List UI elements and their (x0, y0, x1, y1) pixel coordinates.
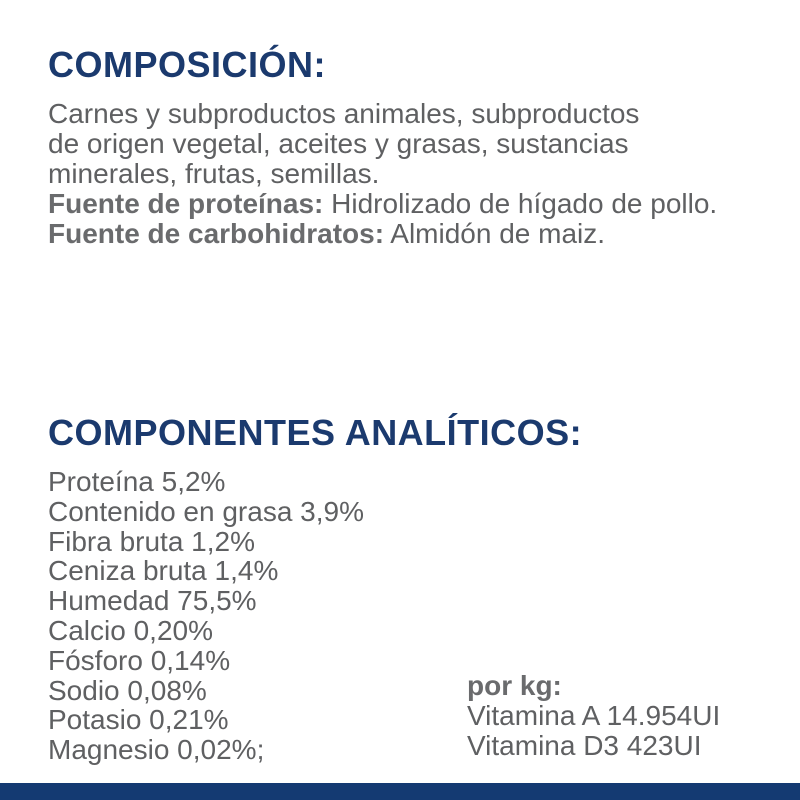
component-item: Fósforo 0,14% (48, 644, 231, 676)
composicion-line: de origen vegetal, aceites y grasas, sustancias (48, 128, 629, 159)
composicion-line: Carnes y subproductos animales, subproductos (48, 98, 640, 129)
component-item: Contenido en grasa 3,9% (48, 495, 364, 527)
bottom-accent-bar (0, 783, 800, 800)
vitamin-item: Vitamina D3 423UI (467, 730, 702, 761)
component-item: Ceniza bruta 1,4% (48, 555, 279, 587)
protein-source-line (48, 189, 717, 219)
per-kg-block (467, 671, 720, 761)
carb-source-label: Fuente de carbohidratos: (48, 218, 385, 249)
protein-source-value: Hidrolizado de hígado de pollo. (323, 188, 718, 219)
per-kg-label: por kg: (467, 670, 562, 701)
component-item: Fibra bruta 1,2% (48, 525, 255, 557)
carb-source-line (48, 219, 717, 249)
composicion-paragraph (48, 99, 717, 249)
component-item: Humedad 75,5% (48, 585, 257, 617)
component-item: Potasio 0,21% (48, 704, 229, 736)
carb-source-value: Almidón de maiz. (384, 218, 606, 249)
component-item: Sodio 0,08% (48, 674, 207, 706)
component-item: Proteína 5,2% (48, 466, 226, 497)
component-item: Calcio 0,20% (48, 614, 213, 646)
component-item: Magnesio 0,02%; (48, 734, 265, 766)
vitamin-item: Vitamina A 14.954UI (467, 700, 721, 731)
componentes-heading: COMPONENTES ANALÍTICOS: (48, 412, 583, 453)
componentes-list (48, 467, 364, 765)
composicion-line: minerales, frutas, semillas. (48, 158, 380, 189)
composicion-heading: COMPOSICIÓN: (48, 44, 327, 85)
protein-source-label: Fuente de proteínas: (48, 188, 324, 219)
